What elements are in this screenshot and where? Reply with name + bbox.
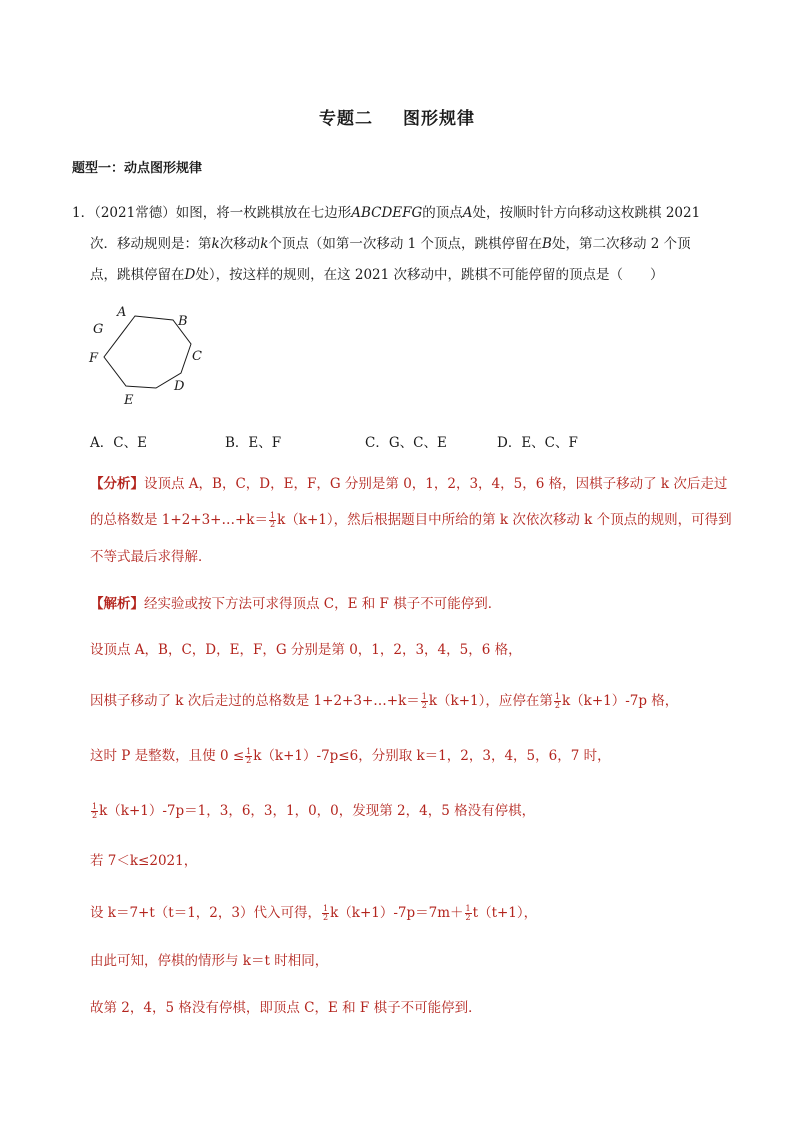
question-text: 处），按这样的规则，在这 2021 次移动中，跳棋不可能停留的顶点是（ ） bbox=[195, 267, 664, 283]
question-text: 次．移动规则是：第 bbox=[90, 236, 212, 252]
title-part-1: 专题二 bbox=[319, 109, 373, 129]
vertex-name: A bbox=[462, 205, 473, 221]
solution-text: k（k+1）-7p＝7m＋ bbox=[330, 905, 464, 921]
question-line-3 bbox=[90, 265, 664, 285]
heptagon-name: ABCDEFG bbox=[351, 205, 423, 221]
vertex-label-g: G bbox=[93, 322, 104, 337]
solution-line-5 bbox=[90, 801, 535, 821]
analysis-text: 的总格数是 1+2+3+…+k＝ bbox=[90, 512, 268, 528]
question-line-1 bbox=[72, 203, 700, 223]
fraction-half: $\frac{1}{2}$ bbox=[92, 802, 98, 820]
analysis-text: 设顶点 A，B，C，D，E，F，G 分别是第 0，1，2，3，4，5，6 格，因棋子移动了 k 次后走过 bbox=[144, 476, 728, 492]
solution-line-9: 故第 2，4，5 格没有停棋，即顶点 C，E 和 F 棋子不可能停到． bbox=[90, 1000, 482, 1016]
question-line-2 bbox=[90, 234, 691, 254]
solution-text: 这时 P 是整数，且使 0 ≤ bbox=[90, 748, 245, 764]
vertex-label-a: A bbox=[117, 305, 127, 320]
title-part-2: 图形规律 bbox=[403, 109, 475, 129]
question-text: 点，跳棋停留在 bbox=[90, 267, 185, 283]
section-label: 题型一：动点图形规律 bbox=[72, 161, 203, 176]
analysis-line-2 bbox=[90, 510, 732, 530]
solution-line-3 bbox=[90, 691, 678, 711]
fraction-half: $\frac{1}{2}$ bbox=[554, 692, 560, 710]
vertex-label-e: E bbox=[124, 393, 134, 408]
solution-line-1 bbox=[90, 594, 501, 614]
vertex-label-c: C bbox=[192, 349, 202, 364]
question-text: 处，第二次移动 2 个顶 bbox=[551, 236, 691, 252]
question-text: 处，按顺时针方向移动这枚跳棋 2021 bbox=[472, 205, 701, 221]
solution-text: k（k+1）-7p≤6，分别取 k＝1，2，3，4，5，6，7 时， bbox=[253, 748, 611, 764]
analysis-tag: 【分析】 bbox=[90, 476, 144, 492]
fraction-half: $\frac{1}{2}$ bbox=[270, 511, 276, 529]
solution-line-7 bbox=[90, 903, 537, 923]
question-text: 次移动 bbox=[219, 236, 261, 252]
fraction-half: $\frac{1}{2}$ bbox=[465, 904, 471, 922]
fraction-half: $\frac{1}{2}$ bbox=[246, 747, 252, 765]
fraction-half: $\frac{1}{2}$ bbox=[323, 904, 329, 922]
solution-line-4 bbox=[90, 746, 611, 766]
vertex-name: D bbox=[184, 267, 196, 283]
option-c[interactable]: C．G、C、E bbox=[365, 435, 447, 451]
vertex-label-d: D bbox=[174, 379, 185, 394]
solution-text: k（k+1）-7p＝1，3，6，3，1，0，0，发现第 2，4，5 格没有停棋， bbox=[99, 803, 536, 819]
solution-text: k（k+1），应停在第 bbox=[428, 693, 553, 709]
question-number: 1． bbox=[72, 205, 95, 221]
solution-text: t（t+1）， bbox=[472, 905, 538, 921]
question-text: 个顶点（如第一次移动 1 个顶点，跳棋停留在 bbox=[268, 236, 543, 252]
variable-k: k bbox=[211, 236, 220, 252]
solution-tag: 【解析】 bbox=[90, 596, 144, 612]
option-a[interactable]: A．C、E bbox=[90, 435, 147, 451]
page-title bbox=[0, 104, 794, 129]
option-b[interactable]: B．E、F bbox=[225, 435, 282, 451]
option-d[interactable]: D．E、C、F bbox=[497, 435, 578, 451]
solution-text: k（k+1）-7p 格， bbox=[561, 693, 679, 709]
heptagon-figure bbox=[86, 300, 216, 410]
solution-text: 设 k＝7+t（t＝1，2，3）代入可得， bbox=[90, 905, 321, 921]
fraction-half: $\frac{1}{2}$ bbox=[421, 692, 427, 710]
question-text: 的顶点 bbox=[422, 205, 463, 221]
variable-k: k bbox=[260, 236, 269, 252]
analysis-text: k（k+1），然后根据题目中所给的第 k 次依次移动 k 个顶点的规则，可得到 bbox=[277, 512, 732, 528]
solution-line-8: 由此可知，停棋的情形与 k＝t 时相同， bbox=[90, 953, 329, 969]
vertex-name: B bbox=[542, 236, 552, 252]
solution-line-6: 若 7＜k≤2021， bbox=[90, 853, 198, 869]
analysis-line-1 bbox=[90, 474, 727, 494]
vertex-label-b: B bbox=[178, 314, 188, 329]
solution-line-2: 设顶点 A，B，C，D，E，F，G 分别是第 0，1，2，3，4，5，6 格， bbox=[90, 642, 522, 658]
analysis-line-3: 不等式最后求得解． bbox=[90, 549, 212, 565]
vertex-label-f: F bbox=[89, 351, 99, 366]
solution-text: 因棋子移动了 k 次后走过的总格数是 1+2+3+…+k＝ bbox=[90, 693, 420, 709]
solution-text: 经实验或按下方法可求得顶点 C，E 和 F 棋子不可能停到． bbox=[144, 596, 502, 612]
question-text: （2021常德）如图，将一枚跳棋放在七边形 bbox=[94, 205, 352, 221]
